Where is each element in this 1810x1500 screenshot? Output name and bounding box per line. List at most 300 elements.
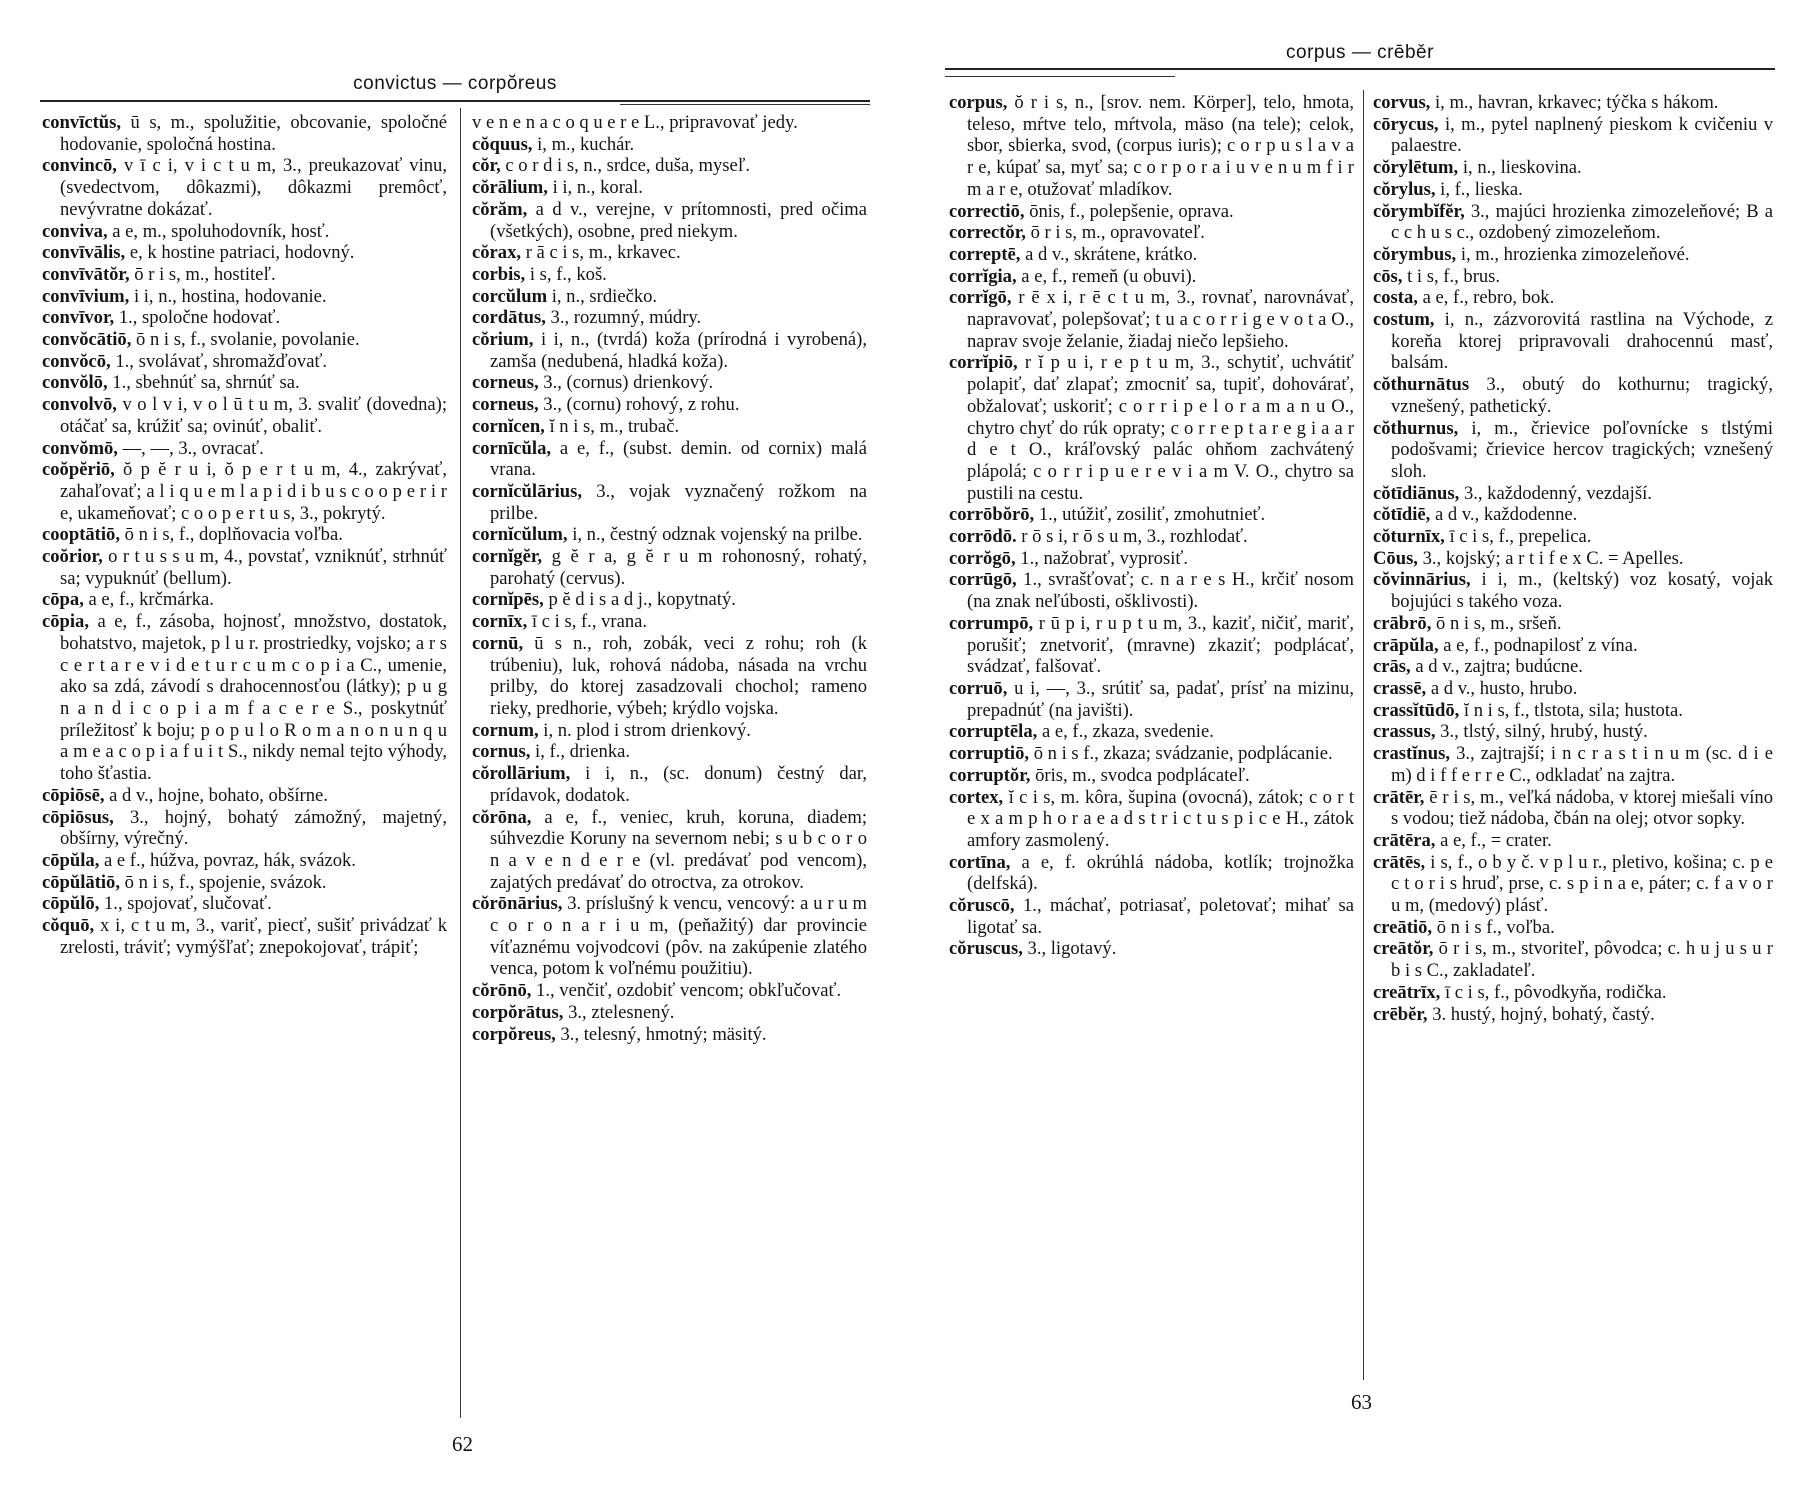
definition: ū s n., roh, zobák, veci z rohu; roh (k trúbeniu), luk, rohová nádoba, násada na vrchu prilby, do ktorej zasadzovali chochol; rameno rieky, predhorie, výbeh; krýdlo vojska.	[490, 632, 867, 719]
definition: ī c i s, f., vrana.	[531, 611, 648, 633]
headword: crassus,	[1373, 721, 1436, 743]
headword: creātiō,	[1373, 916, 1433, 938]
headword: convincō,	[42, 155, 117, 177]
dictionary-entry	[42, 286, 447, 308]
definition: 3., obutý do kothurnu; tragický, vznešený, pathetický.	[1391, 374, 1773, 417]
definition: t i s, f., brus.	[1407, 265, 1501, 287]
definition: a d v., každodenne.	[1434, 504, 1578, 526]
definition: i, m., kuchár.	[537, 133, 635, 155]
dictionary-entry	[1373, 309, 1773, 374]
dictionary-entry	[472, 546, 867, 589]
dictionary-entry	[1373, 201, 1773, 244]
definition: u i, —, 3., srútiť sa, padať, prísť na mizinu, prepadnúť (na javišti).	[967, 677, 1354, 721]
dictionary-entry	[1373, 613, 1773, 635]
headword: cŏrăm,	[472, 198, 528, 220]
headword: corrōdō.	[949, 526, 1017, 548]
definition: a e f., húžva, povraz, hák, svázok.	[104, 849, 356, 871]
page-number: 62	[452, 1432, 473, 1456]
headword: convŏcātiō,	[42, 329, 132, 351]
headword: convŏcō,	[42, 350, 111, 372]
headword: cŏtīdiānus,	[1373, 482, 1460, 504]
dictionary-entry	[949, 222, 1354, 244]
headword: convolvō,	[42, 394, 117, 416]
definition: ī c i s, f., pôvodkyňa, rodička.	[1444, 981, 1667, 1003]
headword: cŏrax,	[472, 242, 522, 264]
dictionary-entry	[949, 895, 1354, 938]
dictionary-entry	[949, 201, 1354, 223]
dictionary-entry	[472, 416, 867, 438]
headword: cornū,	[472, 632, 524, 654]
headword: cōpa,	[42, 589, 84, 611]
headword: cŏrymbus,	[1373, 243, 1457, 265]
definition: ō r i s, m., hostiteľ.	[134, 263, 276, 285]
dictionary-entry	[42, 155, 447, 220]
definition: e, k hostine patriaci, hodovný.	[129, 242, 355, 264]
headword: corneus,	[472, 394, 539, 416]
headword: corrĭgia,	[949, 265, 1017, 287]
headword: cornĭcŭlārius,	[472, 480, 583, 502]
dictionary-entry	[472, 893, 867, 980]
definition: i s, f., o b y č. v p l u r., pletivo, košina; c. p e c t o r i s hruď, prse, c. s p i n a e, páter; c. f a v o r u m, (medový) plásť.	[1391, 851, 1773, 917]
headword: correctiō,	[949, 200, 1025, 222]
headword: cooptātiō,	[42, 524, 120, 546]
headword: cōrycus,	[1373, 113, 1439, 135]
definition: c o r d i s, n., srdce, duša, myseľ.	[505, 155, 750, 177]
definition: i, m., črievice poľovnícke s tlstými podošvami; črievice hercov tragických; vznešený sloh.	[1391, 417, 1773, 482]
dictionary-entry	[1373, 266, 1773, 288]
dictionary-entry	[472, 438, 867, 481]
headword: corrĭpiō,	[949, 352, 1018, 374]
dictionary-entry	[472, 1024, 867, 1046]
dictionary-entry	[949, 787, 1354, 852]
definition: ŏ p ĕ r u i, ŏ p e r t u m, 4., zakrývať, zahaľovať; a l i q u e m l a p i d i b u s c o o p e r i r e, ukameňovať; c o o p e r t u s, 3., pokrytý.	[60, 459, 447, 524]
definition: 3., každodenný, vezdajší.	[1463, 482, 1652, 504]
dictionary-entry	[472, 741, 867, 763]
headword: crassĭtūdō,	[1373, 699, 1460, 721]
headword: cōpia,	[42, 611, 90, 633]
dictionary-entry	[1373, 287, 1773, 309]
headword: corpŏrātus,	[472, 1001, 564, 1023]
headword: cŏquō,	[42, 915, 95, 937]
definition: 3., (cornus) drienkový.	[543, 372, 714, 394]
headword: cornĭgĕr,	[472, 546, 543, 568]
dictionary-entry	[949, 852, 1354, 895]
headword: creātŏr,	[1373, 938, 1434, 960]
definition: i, n., lieskovina.	[1462, 157, 1582, 179]
dictionary-entry	[1373, 852, 1773, 917]
definition: o r t u s s u m, 4., povstať, vzniknúť, strhnúť sa; vypuknúť (bellum).	[60, 546, 447, 589]
headword: cornīx,	[472, 611, 528, 633]
definition: 1., svrašťovať; c. n a r e s H., krčiť nosom (na znak neľúbosti, ošklivosti).	[967, 569, 1354, 613]
dictionary-entry	[1373, 982, 1773, 1004]
dictionary-entry	[472, 372, 867, 394]
headword: crāpŭla,	[1373, 634, 1439, 656]
dictionary-entry	[949, 92, 1354, 201]
definition: ŏ r i s, n., [srov. nem. Körper], telo, hmota, teleso, mŕtve telo, mŕtvola, mäso (na tele); celok, sbor, sbierka, svod, (corpus iuris); c o r p u s l a v a r e, kúpať sa, myť sa; c o r p o r a i u v e n u m f i r m a r e, otužovať mladíkov.	[967, 92, 1355, 200]
column-2	[472, 112, 867, 1045]
headword: corruptiō,	[949, 743, 1030, 765]
dictionary-entry	[1373, 569, 1773, 612]
headword: creātrīx,	[1373, 981, 1441, 1003]
headword: cornīcŭla,	[472, 437, 552, 459]
headword: cŏrylus,	[1373, 178, 1436, 200]
definition: a e, f., rebro, bok.	[1422, 287, 1555, 309]
headword: corruptŏr,	[949, 764, 1031, 786]
headword: corneus,	[472, 372, 539, 394]
dictionary-entry	[42, 351, 447, 373]
dictionary-entry	[42, 872, 447, 894]
headword: crēbĕr,	[1373, 1003, 1428, 1025]
headword: correctŏr,	[949, 222, 1026, 244]
headword: cŏr,	[472, 155, 501, 177]
headword: corrōbŏrō,	[949, 504, 1035, 526]
definition: i, f., lieska.	[1440, 178, 1523, 200]
definition: i, n. plod i strom drienkový.	[543, 719, 751, 741]
definition: 3., hojný, bohatý zámožný, majetný, obšírny, výrečný.	[60, 806, 447, 850]
dictionary-entry	[1373, 504, 1773, 526]
definition: 1., máchať, potriasať, poletovať; mihať sa ligotať sa.	[967, 895, 1354, 938]
dictionary-entry	[949, 721, 1354, 743]
dictionary-entry	[949, 287, 1354, 352]
dictionary-entry	[42, 264, 447, 286]
headword: convŏlō,	[42, 372, 108, 394]
dictionary-entry	[42, 915, 447, 958]
dictionary-entry	[949, 743, 1354, 765]
headword: convīvātŏr,	[42, 263, 130, 285]
definition: i, n., čestný odznak vojenský na prilbe.	[572, 524, 863, 546]
headword: cŏrollārium,	[472, 763, 571, 785]
dictionary-entry	[42, 329, 447, 351]
definition: 3., telesný, hmotný; mäsitý.	[560, 1023, 767, 1045]
headword: costum,	[1373, 309, 1435, 331]
headword: cŏturnīx,	[1373, 526, 1445, 548]
definition: ō r i s, m., opravovateľ.	[1030, 222, 1205, 244]
headword: cŏrymbĭfĕr,	[1373, 200, 1465, 222]
dictionary-entry	[472, 589, 867, 611]
dictionary-entry	[472, 633, 867, 720]
definition: a d v., skrátene, krátko.	[1025, 243, 1198, 265]
headword: corrŏgō,	[949, 547, 1016, 569]
dictionary-entry	[472, 524, 867, 546]
definition: 3., majúci hrozienka zimozeleňové; B a c c h u s c., ozdobený zimozeleňom.	[1391, 200, 1773, 244]
definition: ō n i s, f., spojenie, svázok.	[124, 871, 327, 893]
running-head: convictus — corpŏreus	[353, 73, 557, 94]
dictionary-entry	[42, 546, 447, 589]
headword: correptē,	[949, 243, 1021, 265]
headword: cornĭcŭlum,	[472, 524, 568, 546]
headword: cortex,	[949, 786, 1004, 808]
dictionary-entry	[1373, 635, 1773, 657]
dictionary-entry	[1373, 374, 1773, 417]
definition: x i, c t u m, 3., variť, piecť, sušiť privádzať k zrelosti, tráviť; vymýšľať; znepokojovať, trápiť;	[60, 915, 447, 958]
headword: cŏrium,	[472, 329, 534, 351]
headword: convŏmō,	[42, 437, 118, 459]
dictionary-entry	[949, 569, 1354, 612]
dictionary-entry	[949, 352, 1354, 504]
dictionary-entry	[472, 611, 867, 633]
definition: ĭ n i s, f., tlstota, sila; hustota.	[1463, 699, 1683, 721]
definition: ō n i s f., zkaza; svádzanie, podplácanie.	[1033, 743, 1333, 765]
definition: i s, f., koš.	[529, 263, 607, 285]
dictionary-entry	[472, 134, 867, 156]
dictionary-entry	[949, 678, 1354, 721]
dictionary-entry	[472, 1002, 867, 1024]
definition: i, n., srdiečko.	[551, 285, 658, 307]
column-1	[42, 112, 447, 958]
dictionary-entry	[42, 394, 447, 437]
definition: a e, f., = crater.	[1440, 829, 1552, 851]
headword: cortīna,	[949, 851, 1011, 873]
headword: cōpŭla,	[42, 849, 100, 871]
dictionary-entry	[1373, 114, 1773, 157]
definition: 1., nažobrať, vyprosiť.	[1020, 547, 1188, 569]
definition: ū s, m., spolužitie, obcovanie, spoločné hodovanie, spoločná hostina.	[60, 112, 448, 155]
definition: i i, n., (tvrdá) koža (prírodná i vyrobená), zamša (nedubená, hladká koža).	[490, 329, 868, 372]
headword: cōpiōsē,	[42, 784, 105, 806]
dictionary-entry	[949, 765, 1354, 787]
definition: a e, f. okrúhlá nádoba, kotlík; trojnožka (delfská).	[967, 851, 1354, 895]
definition: r ō s i, r ō s u m, 3., rozhlodať.	[1021, 526, 1248, 548]
headword: convīctŭs,	[42, 112, 122, 133]
definition: a d v., zajtra; budúcne.	[1415, 656, 1583, 678]
definition: a e, f., veniec, kruh, koruna, diadem; súhvezdie Koruny na severnom nebi; s u b c o r o n a v e n d e r e (vl. predávať pod vencom), zajatých predávať do otroctva, za otrokov.	[490, 806, 867, 893]
definition: 1., sbehnúť sa, shrnúť sa.	[112, 372, 300, 394]
dictionary-entry	[472, 763, 867, 806]
headword: cōs,	[1373, 265, 1403, 287]
definition: 1., spoločne hodovať.	[118, 307, 281, 329]
definition: ē r i s, m., veľká nádoba, v ktorej miešali víno s vodou; tiež nádoba, čbán na olej; otvor sopky.	[1391, 786, 1773, 830]
dictionary-entry	[472, 329, 867, 372]
definition: 3. príslušný k vencu, vencový: a u r u m c o r o n a r i u m, (peňažitý) dar provincie víťaznému vojvodcovi (pôv. na zakúpenie zlatého venca, potom k voľnému použitiu).	[490, 893, 867, 980]
headword: corrūgō,	[949, 569, 1017, 591]
headword: coŏpĕriō,	[42, 459, 115, 481]
dictionary-entry	[472, 307, 867, 329]
dictionary-entry	[42, 438, 447, 460]
headword: cornum,	[472, 719, 539, 741]
headword: cŏthurnātus	[1373, 374, 1470, 396]
definition: 3. hustý, hojný, bohatý, častý.	[1432, 1003, 1655, 1025]
dictionary-entry	[472, 980, 867, 1002]
headword: crātēr,	[1373, 786, 1425, 808]
headword: cŏrālium,	[472, 177, 548, 199]
headword: corruptēla,	[949, 721, 1038, 743]
definition: 1., venčiť, ozdobiť vencom; obkľučovať.	[536, 980, 842, 1002]
definition: 3., rozumný, múdry.	[550, 307, 702, 329]
dictionary-entry	[1373, 483, 1773, 505]
dictionary-entry	[472, 155, 867, 177]
definition: i i, m., (keltský) voz kosatý, vojak bojujúci s takého voza.	[1391, 569, 1773, 613]
definition: v ī c i, v i c t u m, 3., preukazovať vinu, (svedectvom, dôkazmi), dôkazmi premôcť, nevývratne dokázať.	[60, 155, 447, 220]
headword: convīvālis,	[42, 242, 126, 264]
definition: ō r i s, m., stvoriteľ, pôvodca; c. h u j u s u r b i s C., zakladateľ.	[1391, 938, 1773, 982]
headword: corpŏreus,	[472, 1023, 556, 1045]
dictionary-entry	[472, 807, 867, 894]
headword: cŏtīdiē,	[1373, 504, 1431, 526]
definition: ō n i s, f., svolanie, povolanie.	[136, 329, 360, 351]
dictionary-entry	[949, 613, 1354, 678]
dictionary-entry	[1373, 917, 1773, 939]
header-rule-secondary	[620, 104, 870, 105]
definition: a e, f., krčmárka.	[88, 589, 214, 611]
headword: crās,	[1373, 656, 1411, 678]
definition: 3., tlstý, silný, hrubý, hustý.	[1440, 721, 1648, 743]
dictionary-entry	[472, 286, 867, 308]
definition: 3., kojský; a r t i f e x C. = Apelles.	[1422, 547, 1684, 569]
dictionary-entry	[42, 785, 447, 807]
dictionary-entry	[42, 459, 447, 524]
dictionary-entry	[1373, 179, 1773, 201]
definition: r ū p i, r u p t u m, 3., kaziť, ničiť, mariť, porušiť; znetvoriť, (mravne) zkaziť; podplácať, svádzať, falšovať.	[967, 612, 1355, 678]
headword: cŏruscō,	[949, 895, 1015, 917]
definition: ō n i s, f., doplňovacia voľba.	[124, 524, 343, 546]
headword: corruō,	[949, 677, 1008, 699]
dictionary-entry	[472, 242, 867, 264]
headword: crassē,	[1373, 677, 1427, 699]
dictionary-entry	[1373, 244, 1773, 266]
dictionary-entry	[472, 199, 867, 242]
definition: g ĕ r a, g ĕ r u m rohonosný, rohatý, parohatý (cervus).	[490, 546, 867, 589]
header-rule-secondary	[945, 76, 1175, 77]
dictionary-entry	[1373, 526, 1773, 548]
headword: cōpŭlō,	[42, 893, 100, 915]
definition: 3., ztelesnený.	[568, 1001, 675, 1023]
headword: costa,	[1373, 287, 1418, 309]
dictionary-entry	[472, 264, 867, 286]
dictionary-entry	[949, 548, 1354, 570]
headword: corbis,	[472, 263, 526, 285]
definition: v e n e n a c o q u e r e L., pripravovať jedy.	[472, 112, 798, 133]
headword: cordātus,	[472, 307, 546, 329]
definition: 3., vojak vyznačený rožkom na prilbe.	[490, 480, 867, 524]
headword: corpus,	[949, 92, 1008, 113]
definition: ōnis, f., polepšenie, oprava.	[1029, 200, 1234, 222]
headword: coŏrior,	[42, 546, 103, 568]
definition: a e, f., remeň (u obuvi).	[1021, 265, 1197, 287]
dictionary-entry	[42, 850, 447, 872]
dictionary-entry	[472, 112, 867, 134]
definition: i i, n., hostina, hodovanie.	[133, 285, 327, 307]
headword: corrumpō,	[949, 612, 1034, 634]
definition: i, n., zázvorovitá rastlina na Východe, z koreňa ktorej pripravovali drahocennú masť, balsám.	[1391, 309, 1773, 374]
headword: cōpiōsus,	[42, 806, 114, 828]
headword: corvus,	[1373, 92, 1431, 113]
dictionary-entry	[1373, 830, 1773, 852]
dictionary-entry	[472, 394, 867, 416]
definition: r ē x i, r ē c t u m, 3., rovnať, narovnávať, napravovať, polepšovať; t u a c o r r i g e v o t a O., naprav svoje želanie, žiadaj niečo lepšieho.	[967, 287, 1354, 352]
dictionary-entry	[472, 720, 867, 742]
definition: a e, f., zkaza, svedenie.	[1041, 721, 1214, 743]
definition: ĭ c i s, m. kôra, šupina (ovocná), zátok; c o r t e x a m p h o r a e a d s t r i c t u s p i c e H., zátok amfory zasmolený.	[967, 786, 1354, 851]
dictionary-entry	[949, 526, 1354, 548]
definition: a e, f., podnapilosť z vína.	[1443, 634, 1638, 656]
definition: i, m., havran, krkavec; týčka s hákom.	[1434, 92, 1719, 113]
headword: convīvor,	[42, 307, 115, 329]
definition: 1., svolávať, shromažďovať.	[115, 350, 328, 372]
definition: 3., (cornu) rohový, z rohu.	[543, 394, 740, 416]
dictionary-entry	[1373, 548, 1773, 570]
dictionary-entry	[1373, 418, 1773, 483]
dictionary-entry	[1373, 743, 1773, 786]
headword: crābrō,	[1373, 612, 1432, 634]
definition: a e, f., (subst. demin. od cornix) malá vrana.	[490, 437, 867, 481]
column-1	[949, 92, 1354, 960]
dictionary-entry	[949, 266, 1354, 288]
definition: ĭ n i s, m., trubač.	[549, 415, 680, 437]
definition: i i, n., (sc. donum) čestný dar, prídavok, dodatok.	[490, 763, 867, 806]
definition: ō n i s f., voľba.	[1436, 916, 1555, 938]
definition: a d v., verejne, v prítomnosti, pred očima (všetkých), osobne, pred niekym.	[490, 198, 867, 242]
column-divider	[1363, 90, 1364, 1380]
page-number: 63	[1351, 1390, 1372, 1414]
definition: p ĕ d i s a d j., kopytnatý.	[548, 589, 736, 611]
header-rule	[40, 100, 870, 102]
definition: 3., zajtrajší; i n c r a s t i n u m (sc. d i e m) d i f f e r r e C., odkladať na zajtra.	[1391, 743, 1773, 786]
definition: ī c i s, f., prepelica.	[1449, 526, 1592, 548]
definition: 3., ligotavý.	[1027, 938, 1117, 960]
definition: r ā c i s, m., krkavec.	[525, 242, 681, 264]
dictionary-entry	[1373, 787, 1773, 830]
dictionary-entry	[42, 112, 447, 155]
dictionary-entry	[42, 893, 447, 915]
dictionary-entry	[42, 307, 447, 329]
headword: convīvium,	[42, 285, 130, 307]
headword: cŏrōnārius,	[472, 893, 563, 915]
definition: —, —, 3., ovracať.	[122, 437, 264, 459]
headword: cornus,	[472, 741, 531, 763]
headword: cōpŭlātiō,	[42, 871, 120, 893]
headword: cŏrylētum,	[1373, 157, 1459, 179]
dictionary-entry	[472, 177, 867, 199]
definition: i, m., hrozienka zimozeleňové.	[1460, 243, 1690, 265]
dictionary-entry	[949, 938, 1354, 960]
headword: cŏrōnō,	[472, 980, 532, 1002]
definition: 1., utúžiť, zosiliť, zmohutnieť.	[1038, 504, 1266, 526]
headword: crātēs,	[1373, 851, 1426, 873]
headword: cŏquus,	[472, 133, 533, 155]
definition: a d v., hojne, bohato, obšírne.	[109, 784, 328, 806]
headword: corrĭgō,	[949, 287, 1012, 309]
definition: a e, m., spoluhodovník, hosť.	[112, 220, 330, 242]
dictionary-entry	[1373, 678, 1773, 700]
dictionary-entry	[42, 372, 447, 394]
right-page	[905, 0, 1810, 1500]
definition: ōris, m., svodca podplácateľ.	[1035, 764, 1250, 786]
headword: cŏvinnārius,	[1373, 569, 1471, 591]
dictionary-entry	[1373, 92, 1773, 114]
headword: crātēra,	[1373, 829, 1436, 851]
dictionary-entry	[1373, 938, 1773, 981]
definition: a d v., husto, hrubo.	[1430, 677, 1578, 699]
headword: Cōus,	[1373, 547, 1418, 569]
definition: 1., spojovať, slučovať.	[104, 893, 272, 915]
dictionary-entry	[1373, 1004, 1773, 1026]
definition: v o l v i, v o l ū t u m, 3. svaliť (dovedna); otáčať sa, krúžiť sa; ovinúť, obaliť.	[60, 394, 447, 437]
definition: i i, n., koral.	[552, 177, 643, 199]
running-head: corpus — crēběr	[1286, 42, 1434, 63]
dictionary-entry	[1373, 157, 1773, 179]
definition: a e, f., zásoba, hojnosť, množstvo, dostatok, bohatstvo, majetok, p l u r. prostriedky, vojsko; a r s c e r t a r e v i d e t u r c u m c o p i a C., umenie, ako sa zdá, závodí s drahocennosťou (látky); p u g n a n d i c o p i a m f a c e r e S., poskytnúť príležitosť k boju; p o p u l o R o m a n o n u n q u a m e a c o p i a f u i t S., nikdy nemal tejto výhody, toho šťastia.	[60, 611, 448, 785]
definition: ō n i s, m., sršeň.	[1436, 612, 1562, 634]
definition: i, m., pytel naplnený pieskom k cvičeniu v palaestre.	[1391, 113, 1774, 157]
headword: cŏruscus,	[949, 938, 1023, 960]
headword: cornĭcen,	[472, 415, 545, 437]
column-2	[1373, 92, 1773, 1025]
dictionary-entry	[42, 611, 447, 785]
headword: cornĭpēs,	[472, 589, 544, 611]
dictionary-entry	[1373, 721, 1773, 743]
dictionary-entry	[1373, 656, 1773, 678]
dictionary-entry	[472, 481, 867, 524]
